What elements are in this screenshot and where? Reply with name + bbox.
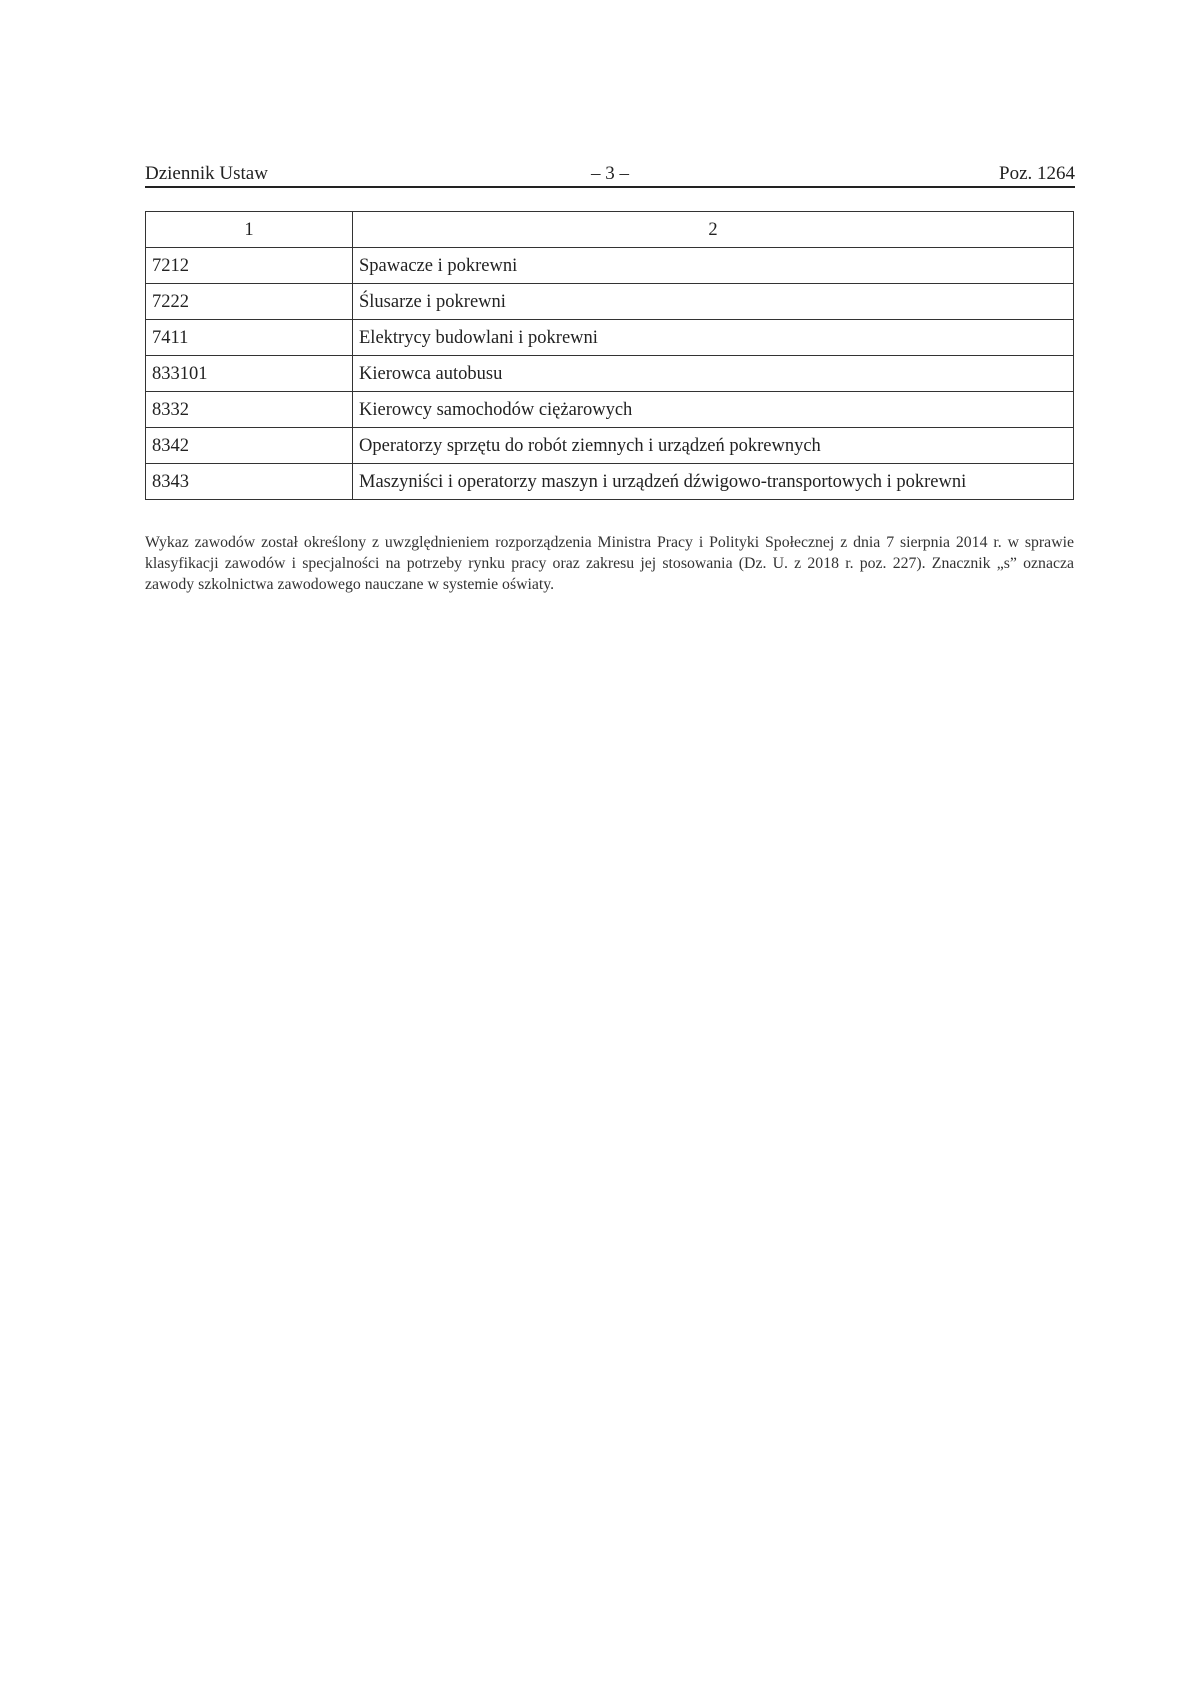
occupation-code: 8343	[146, 464, 353, 500]
table-row	[146, 356, 1074, 392]
journal-name: Dziennik Ustaw	[145, 163, 268, 184]
occupation-name: Elektrycy budowlani i pokrewni	[353, 320, 1074, 356]
table-row	[146, 284, 1074, 320]
occupation-name: Kierowca autobusu	[353, 356, 1074, 392]
occupation-code: 8332	[146, 392, 353, 428]
occupation-name: Operatorzy sprzętu do robót ziemnych i urządzeń pokrewnych	[353, 428, 1074, 464]
occupation-code: 7212	[146, 248, 353, 284]
occupation-name: Spawacze i pokrewni	[353, 248, 1074, 284]
table-row	[146, 392, 1074, 428]
occupation-name: Maszyniści i operatorzy maszyn i urządzeń dźwigowo-transportowych i pokrewni	[353, 464, 1074, 500]
table-header-row	[146, 212, 1074, 248]
occupation-code: 7411	[146, 320, 353, 356]
occupation-code: 833101	[146, 356, 353, 392]
table-row	[146, 464, 1074, 500]
occupations-table	[145, 211, 1074, 500]
column-header-code: 1	[146, 212, 353, 248]
occupation-name: Kierowcy samochodów ciężarowych	[353, 392, 1074, 428]
occupation-name: Ślusarze i pokrewni	[353, 284, 1074, 320]
occupation-code: 8342	[146, 428, 353, 464]
footnote: Wykaz zawodów został określony z uwzględnieniem rozporządzenia Ministra Pracy i Polityki Społecznej z dnia 7 sierpnia 2014 r. w sprawie klasyfikacji zawodów i specjalności na potrzeby rynku pracy oraz zakresu jej stosowania (Dz. U. z 2018 r. poz. 227). Znacznik „s” oznacza zawody szkolnictwa zawodowego nauczane w systemie oświaty.	[145, 533, 1074, 593]
column-header-name: 2	[353, 212, 1074, 248]
occupation-code: 7222	[146, 284, 353, 320]
table-row	[146, 248, 1074, 284]
page-number: – 3 –	[591, 163, 629, 184]
table-row	[146, 320, 1074, 356]
position-number: Poz. 1264	[999, 163, 1075, 184]
page-header	[145, 162, 1075, 188]
table-row	[146, 428, 1074, 464]
